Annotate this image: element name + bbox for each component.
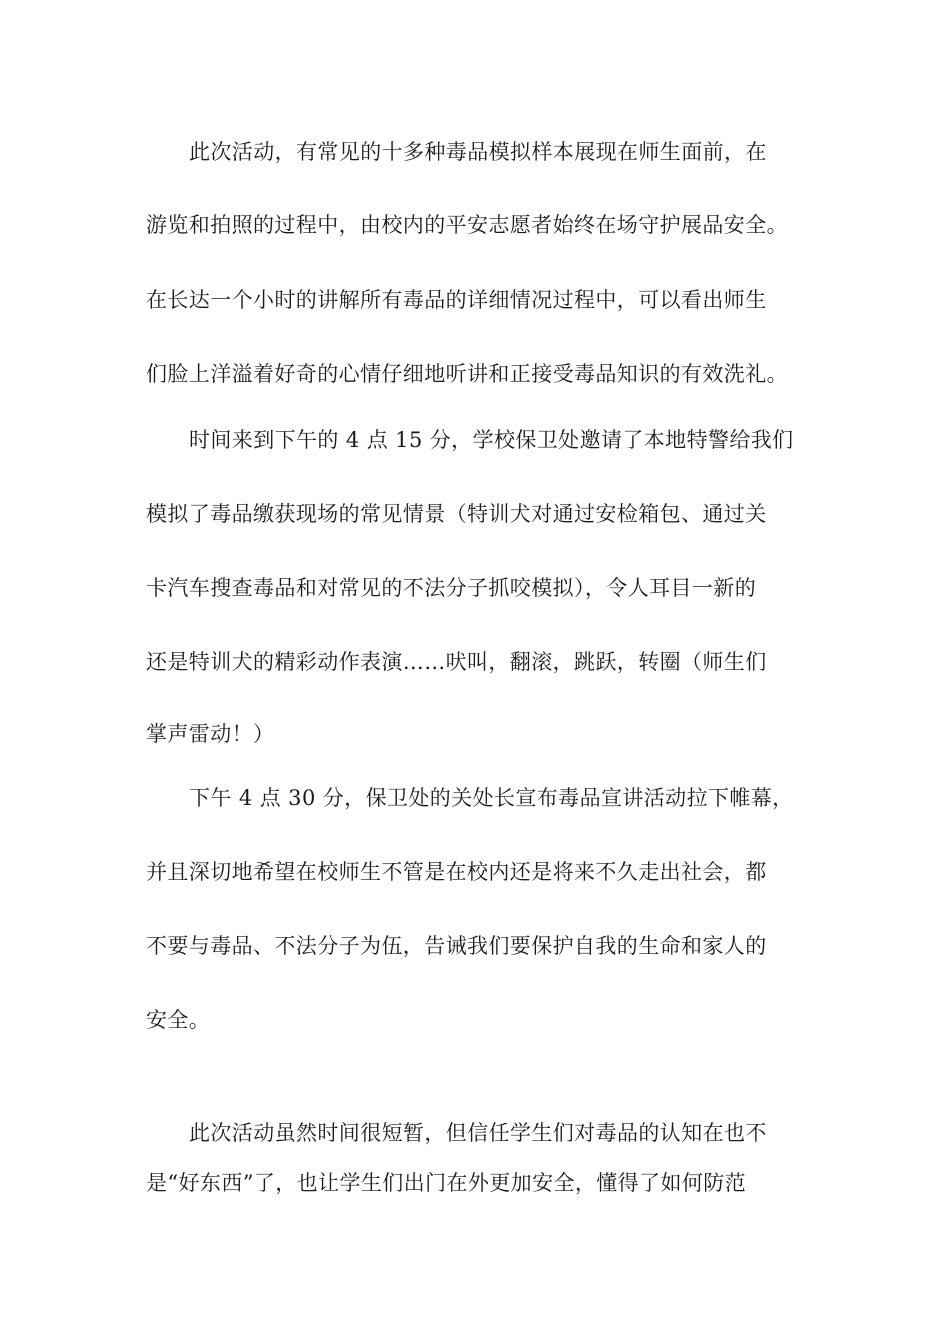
paragraph-1-line-2: 游览和拍照的过程中，由校内的平安志愿者始终在场守护展品安全。	[146, 213, 788, 237]
paragraph-2-line-3: 卡汽车搜查毒品和对常见的不法分子抓咬模拟），令人耳目一新的	[146, 576, 757, 600]
paragraph-1-line-3: 在长达一个小时的讲解所有毒品的详细情况过程中，可以看出师生	[146, 288, 767, 312]
paragraph-2-line-2: 模拟了毒品缴获现场的常见情景（特训犬对通过安检箱包、通过关	[146, 502, 767, 526]
paragraph-3-line-4: 安全。	[146, 1008, 211, 1032]
paragraph-2-line-4: 还是特训犬的精彩动作表演……吠叫，翻滚，跳跃，转圈（师生们	[146, 650, 767, 674]
paragraph-3-line-2: 并且深切地希望在校师生不管是在校内还是将来不久走出社会，都	[146, 860, 767, 884]
paragraph-3-line-3: 不要与毒品、不法分子为伍，告诫我们要保护自我的生命和家人的	[146, 934, 767, 958]
paragraph-1-line-4: 们脸上洋溢着好奇的心情仔细地听讲和正接受毒品知识的有效洗礼。	[146, 362, 788, 386]
paragraph-2-line-1: 时间来到下午的 4 点 15 分，学校保卫处邀请了本地特警给我们	[189, 428, 794, 452]
paragraph-3-line-1: 下午 4 点 30 分，保卫处的关处长宣布毒品宣讲活动拉下帷幕，	[189, 786, 794, 810]
paragraph-4-line-1: 此次活动虽然时间很短暂，但信任学生们对毒品的认知在也不	[189, 1121, 767, 1145]
paragraph-1-line-1: 此次活动，有常见的十多种毒品模拟样本展现在师生面前，在	[189, 140, 767, 164]
paragraph-2-line-5: 掌声雷动！）	[146, 722, 275, 746]
paragraph-4-line-2: 是“好东西”了，也让学生们出门在外更加安全，懂得了如何防范	[146, 1171, 747, 1195]
